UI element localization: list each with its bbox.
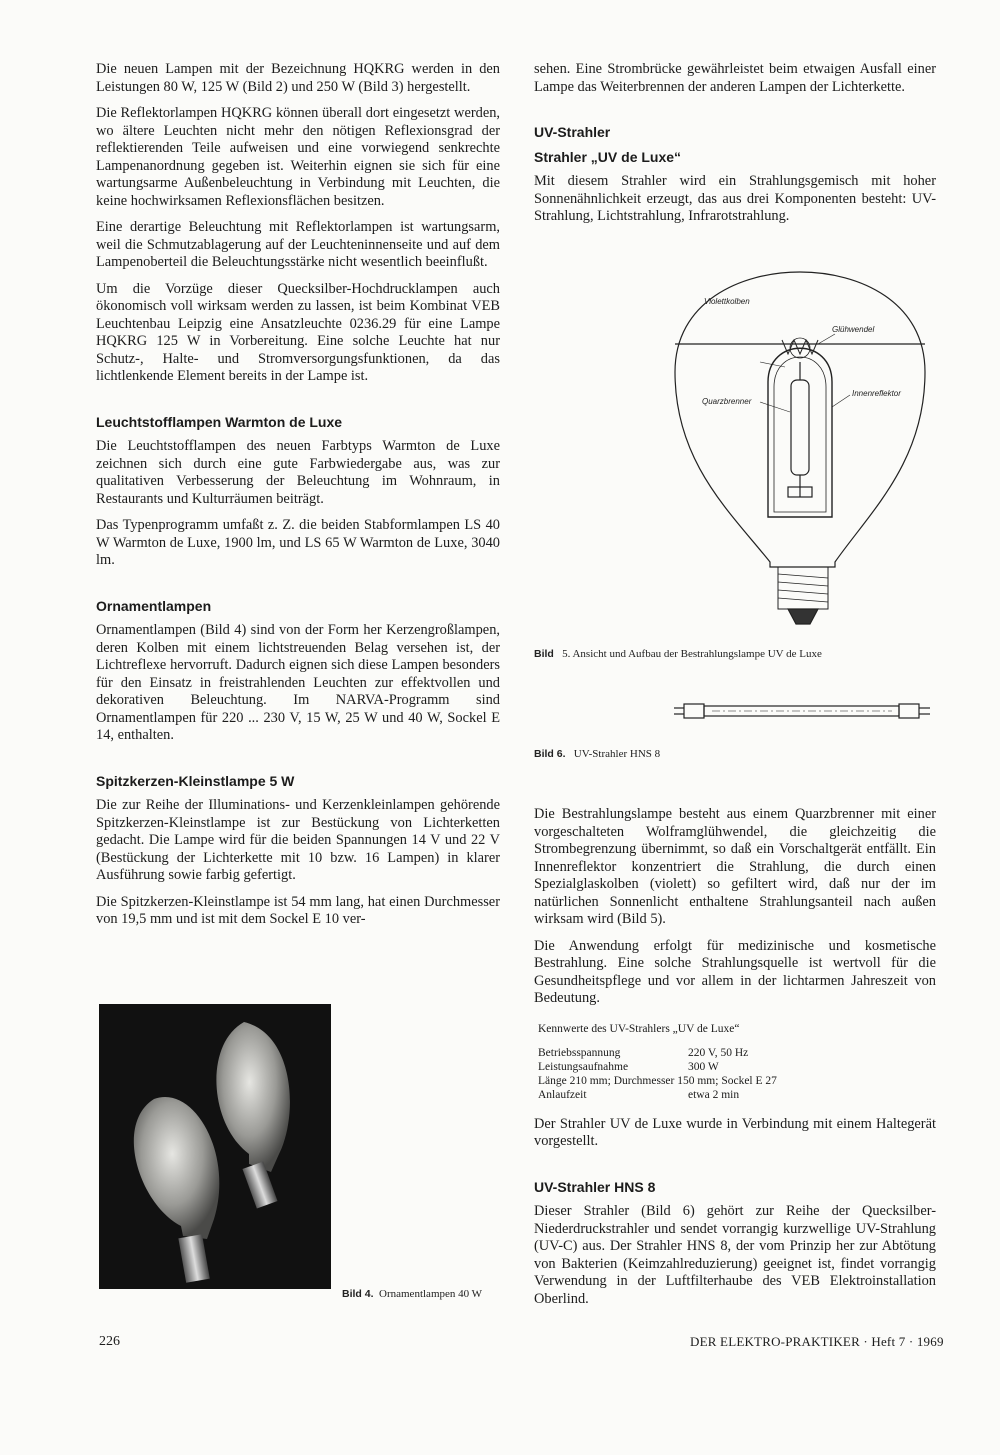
specs-table: [538, 1022, 936, 1102]
table-row: [538, 1088, 777, 1102]
section-heading: Leuchtstofflampen Warmton de Luxe: [96, 413, 343, 430]
paragraph: Die Bestrahlungslampe besteht aus einem Quarzbrenner mit einer vorgeschalteten Wolframglühwendel, die gleichzeitig die Strombegrenzung übernimmt, so daß ein Vorschaltgerät entfällt. Ein Innenreflektor konzentriert die Strahlung, die durch einen Spezialglaskolben (violett) so gefiltert wird, daß nur der im natürlichen Sonnenlicht enthaltene Strahlungsanteil nach außen wirksam wird (Bild 5).: [534, 806, 936, 927]
figure-label: Bild: [534, 648, 554, 660]
journal-footer: DER ELEKTRO-PRAKTIKER · Heft 7 · 1969: [690, 1334, 944, 1349]
left-column: [96, 61, 500, 938]
caption-text: UV-Strahler HNS 8: [573, 748, 661, 760]
paragraph: Die Reflektorlampen HQKRG können überall dort eingesetzt werden, wo ältere Leuchten nicht mehr den nötigen Reflexionsgrad der reflektierenden Teile aufweisen und eine vorwiegend senkrechte Lampenanordnung gegeben ist. Weiterhin eignen sie sich für eine wartungsarme Außenbeleuchtung in Verbindung mit Leuchten, die keine hochwirksamen Reflexionsflächen besitzen.: [96, 105, 500, 209]
ornament-lamps-photo: [99, 1004, 331, 1289]
label-violettkolben: Violettkolben: [704, 297, 750, 306]
section-heading: Ornamentlampen: [96, 597, 212, 614]
subsection-heading: Strahler „UV de Luxe“: [534, 148, 682, 165]
spec-label: Leistungsaufnahme: [538, 1060, 629, 1073]
section-heading: UV-Strahler: [534, 124, 611, 140]
spec-value: 220 V, 50 Hz: [688, 1046, 749, 1059]
paragraph: sehen. Eine Strombrücke gewährleistet beim etwaigen Ausfall einer Lampe das Weiterbrennen der anderen Lampen der Lichterkette.: [534, 61, 936, 95]
right-column-top: [534, 61, 936, 235]
paragraph: Die neuen Lampen mit der Bezeichnung HQKRG werden in den Leistungen 80 W, 125 W (Bild 2) und 250 W (Bild 3) hergestellt.: [96, 61, 500, 95]
caption-text: 5. Ansicht und Aufbau der Bestrahlungslampe UV de Luxe: [562, 648, 822, 660]
spec-value: etwa 2 min: [688, 1088, 740, 1101]
paragraph: Dieser Strahler (Bild 6) gehört zur Reihe der Quecksilber-Niederdruckstrahler und sendet vorrangig kurzwellige UV-Strahlung (UV-C) aus. Der Strahler HNS 8, der vom Prinzip her zur Abtötung von Bakterien (Keimzahlreduzierung) geeignet ist, findet vorrangig Verwendung in der Luftfilterhaube des VEB Elektroinstallation Oberlind.: [534, 1203, 936, 1307]
paragraph: Die zur Reihe der Illuminations- und Kerzenkleinlampen gehörende Spitzkerzen-Kleinstlampe ist zur Bestückung von Lichterketten gedacht. Die Lampe wird für die beiden Spannungen 14 V und 22 V (Bestückung der Lichterkette mit 10 bzw. 16 Lampen) in klarer Ausführung sowie farbig gefertigt.: [96, 797, 500, 883]
paragraph: Mit diesem Strahler wird ein Strahlungsgemisch mit hoher Sonnenähnlichkeit erzeugt, das aus drei Komponenten besteht: UV-Strahlung, Lichtstrahlung, Infrarotstrahlung.: [534, 173, 936, 224]
paragraph: Um die Vorzüge dieser Quecksilber-Hochdrucklampen auch ökonomisch voll wirksam werden zu lassen, ist beim Kombinat VEB Leuchtenbau Leipzig eine Ansatzleuchte 0236.29 für eine Lampe HQKRG 125 W in Vorbereitung. Eine solche Leuchte hat nur Schutz-, Halte- und Stromversorgungsfunktionen, da das lichtlenkende Element bereits in der Lampe ist.: [96, 280, 500, 384]
label-quarzbrenner: Quarzbrenner: [702, 397, 752, 406]
page-number: 226: [99, 1334, 120, 1349]
table-row: [538, 1046, 777, 1060]
figure-label: Bild 4.: [342, 1288, 374, 1300]
paragraph: Ornamentlampen (Bild 4) sind von der Form her Kerzengroßlampen, deren Kolben mit einem lichtstreuenden Belag versehen ist, der Lichtreflexe hervorruft. Dadurch eignen sich diese Lampen besonders für den Einsatz in freistrahlenden Leuchten zur effektvollen und dekorativen Beleuchtung. Im NARVA-Programm sind Ornamentlampen für 220 ... 230 V, 15 W, 25 W und 40 W, Sockel E 14, enthalten.: [96, 622, 500, 743]
paragraph: Das Typenprogramm umfaßt z. Z. die beiden Stabformlampen LS 40 W Warmton de Luxe, 1900 lm, und LS 65 W Warmton de Luxe, 3040 lm.: [96, 517, 500, 568]
spec-value: 300 W: [688, 1060, 719, 1073]
label-gluehwendel: Glühwendel: [832, 325, 875, 334]
table-row: [538, 1074, 777, 1088]
section-heading: UV-Strahler HNS 8: [534, 1178, 656, 1195]
paragraph: Eine derartige Beleuchtung mit Reflektorlampen ist wartungsarm, weil die Schmutzablagerung auf der Leuchteninnenseite und auf dem Lampenoberteil die Beleuchtungsstärke nicht wesentlich beeinflußt.: [96, 219, 500, 270]
paragraph: Der Strahler UV de Luxe wurde in Verbindung mit einem Haltegerät vorgestellt.: [534, 1115, 936, 1149]
section-heading: Spitzkerzen-Kleinstlampe 5 W: [96, 772, 295, 789]
paragraph: Die Leuchtstofflampen des neuen Farbtyps Warmton de Luxe zeichnen sich durch eine gute Farbwiedergabe aus, was zur qualitativen Verbesserung der Beleuchtung im Wohnraum, in Restaurants und Kulturräumen beiträgt.: [96, 438, 500, 507]
paragraph: Die Anwendung erfolgt für medizinische und kosmetische Bestrahlung. Eine solche Strahlungsquelle ist wertvoll für die Gesundheitspflege und vor allem in der lichtarmen Jahreszeit von Bedeutung.: [534, 937, 936, 1006]
figure-6-caption: [534, 748, 660, 761]
uv-lamp-diagram: [670, 262, 930, 634]
caption-text: Ornamentlampen 40 W: [379, 1288, 483, 1300]
paragraph: Die Spitzkerzen-Kleinstlampe ist 54 mm lang, hat einen Durchmesser von 19,5 mm und ist mit dem Sockel E 10 ver-: [96, 893, 500, 927]
spec-label: Anlaufzeit: [538, 1088, 587, 1101]
figure-4-caption: [342, 1288, 482, 1301]
label-innenreflektor: Innenreflektor: [852, 389, 901, 398]
table-row: [538, 1060, 777, 1074]
right-column-bottom: [534, 806, 936, 1317]
figure-5-caption: [534, 648, 822, 661]
specs-title: Kennwerte des UV-Strahlers „UV de Luxe“: [538, 1022, 740, 1035]
uv-tube-drawing: [672, 696, 942, 726]
spec-full: Länge 210 mm; Durchmesser 150 mm; Sockel E 27: [538, 1074, 777, 1087]
spec-label: Betriebsspannung: [538, 1046, 621, 1059]
figure-label: Bild 6.: [534, 748, 566, 760]
